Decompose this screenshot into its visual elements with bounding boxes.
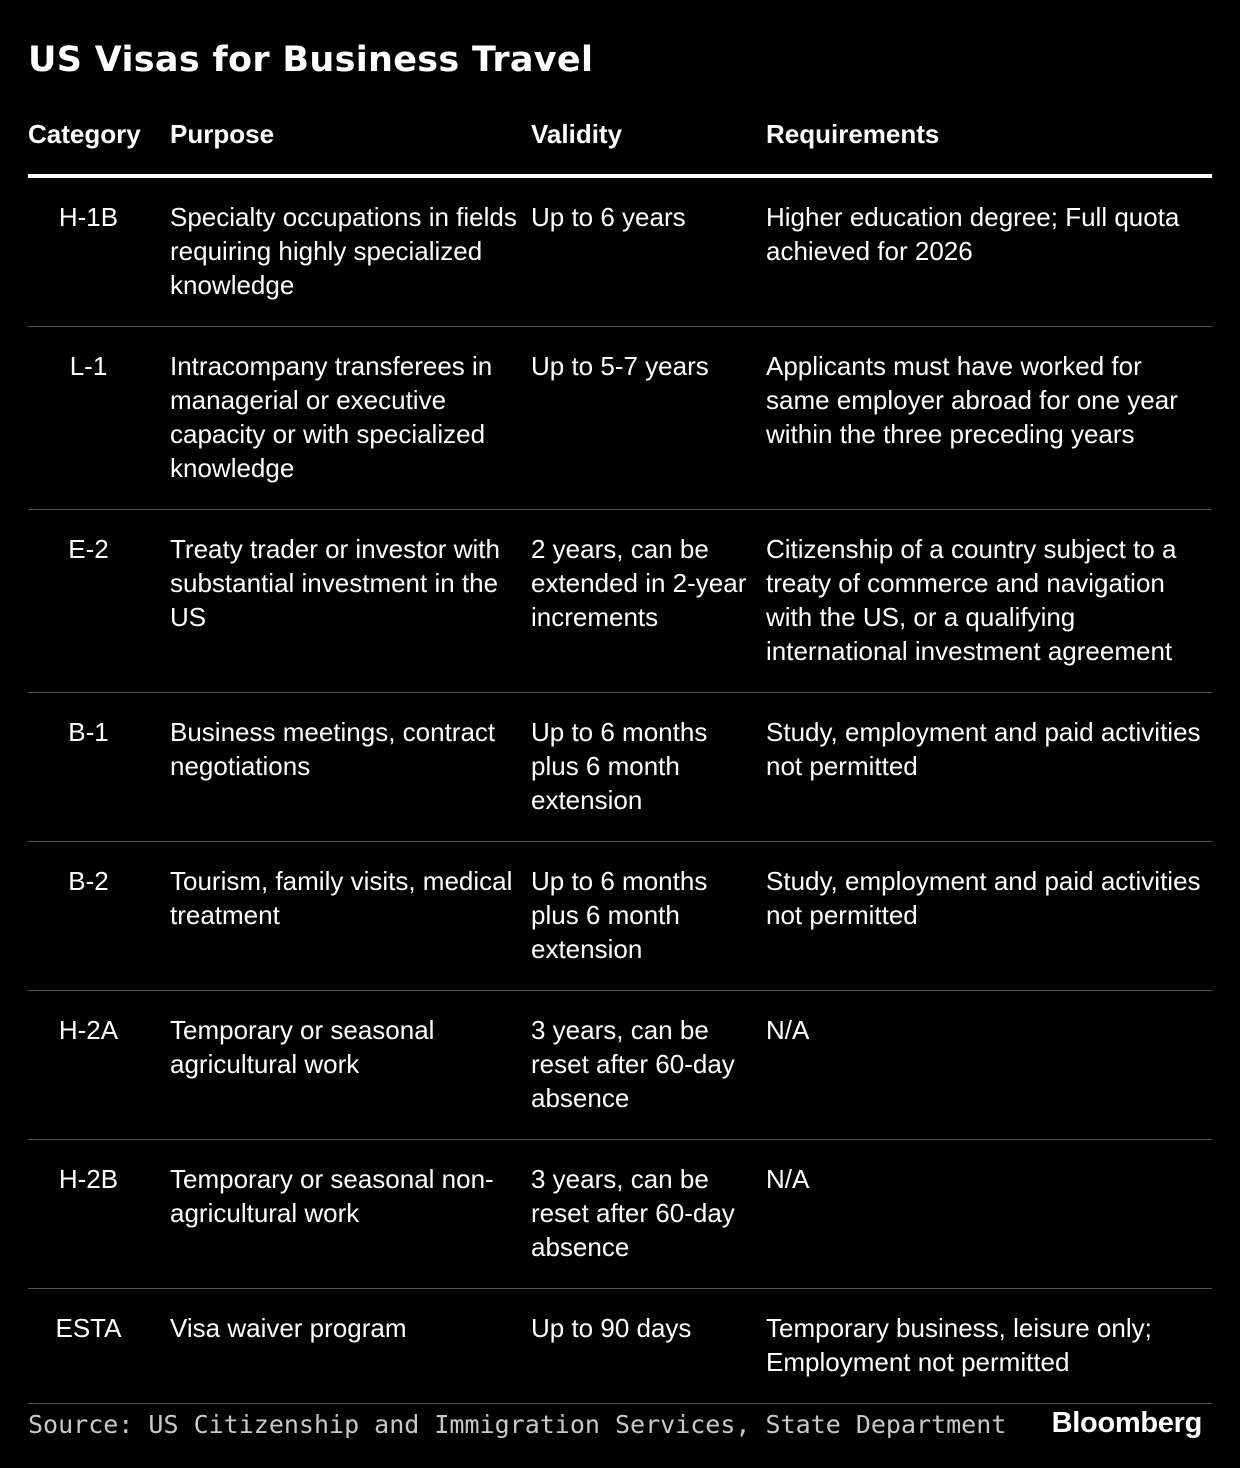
cell-requirements: Citizenship of a country subject to a treaty of commerce and navigation with the US, or a qualifying international investment agreement <box>766 510 1212 693</box>
cell-purpose: Specialty occupations in fields requiring highly specialized knowledge <box>170 176 531 327</box>
column-header-validity: Validity <box>531 108 766 176</box>
cell-category: H-2B <box>28 1140 170 1289</box>
cell-requirements: N/A <box>766 991 1212 1140</box>
footer <box>28 1400 1202 1450</box>
cell-requirements: Study, employment and paid activities not permitted <box>766 842 1212 991</box>
header-row <box>28 108 1212 176</box>
table-row <box>28 1289 1212 1404</box>
cell-validity: 3 years, can be reset after 60-day absence <box>531 991 766 1140</box>
column-header-purpose: Purpose <box>170 108 531 176</box>
cell-requirements: Applicants must have worked for same employer abroad for one year within the three preceding years <box>766 327 1212 510</box>
cell-validity: 3 years, can be reset after 60-day absence <box>531 1140 766 1289</box>
cell-validity: Up to 5-7 years <box>531 327 766 510</box>
table-row <box>28 176 1212 327</box>
cell-requirements: Higher education degree; Full quota achieved for 2026 <box>766 176 1212 327</box>
cell-requirements: Study, employment and paid activities not permitted <box>766 693 1212 842</box>
cell-purpose: Temporary or seasonal non-agricultural work <box>170 1140 531 1289</box>
table-row <box>28 693 1212 842</box>
table-row <box>28 842 1212 991</box>
cell-validity: Up to 6 years <box>531 176 766 327</box>
bloomberg-logo: Bloomberg <box>1051 1407 1202 1439</box>
cell-purpose: Temporary or seasonal agricultural work <box>170 991 531 1140</box>
cell-category: H-1B <box>28 176 170 327</box>
table-row <box>28 327 1212 510</box>
visa-table <box>28 108 1212 1404</box>
table-row <box>28 991 1212 1140</box>
cell-requirements: Temporary business, leisure only; Employment not permitted <box>766 1289 1212 1404</box>
cell-category: B-1 <box>28 693 170 842</box>
cell-category: ESTA <box>28 1289 170 1404</box>
cell-validity: Up to 6 months plus 6 month extension <box>531 693 766 842</box>
cell-category: L-1 <box>28 327 170 510</box>
cell-purpose: Tourism, family visits, medical treatment <box>170 842 531 991</box>
cell-validity: Up to 90 days <box>531 1289 766 1404</box>
cell-requirements: N/A <box>766 1140 1212 1289</box>
cell-category: B-2 <box>28 842 170 991</box>
cell-category: E-2 <box>28 510 170 693</box>
table-row <box>28 1140 1212 1289</box>
column-header-requirements: Requirements <box>766 108 1212 176</box>
cell-purpose: Business meetings, contract negotiations <box>170 693 531 842</box>
cell-validity: Up to 6 months plus 6 month extension <box>531 842 766 991</box>
table-row <box>28 510 1212 693</box>
cell-category: H-2A <box>28 991 170 1140</box>
source-note: Source: US Citizenship and Immigration Services, State Department <box>28 1410 1007 1439</box>
cell-purpose: Treaty trader or investor with substantial investment in the US <box>170 510 531 693</box>
cell-validity: 2 years, can be extended in 2-year increments <box>531 510 766 693</box>
page-title: US Visas for Business Travel <box>28 40 594 80</box>
cell-purpose: Intracompany transferees in managerial or executive capacity or with specialized knowledge <box>170 327 531 510</box>
column-header-category: Category <box>28 108 170 176</box>
cell-purpose: Visa waiver program <box>170 1289 531 1404</box>
